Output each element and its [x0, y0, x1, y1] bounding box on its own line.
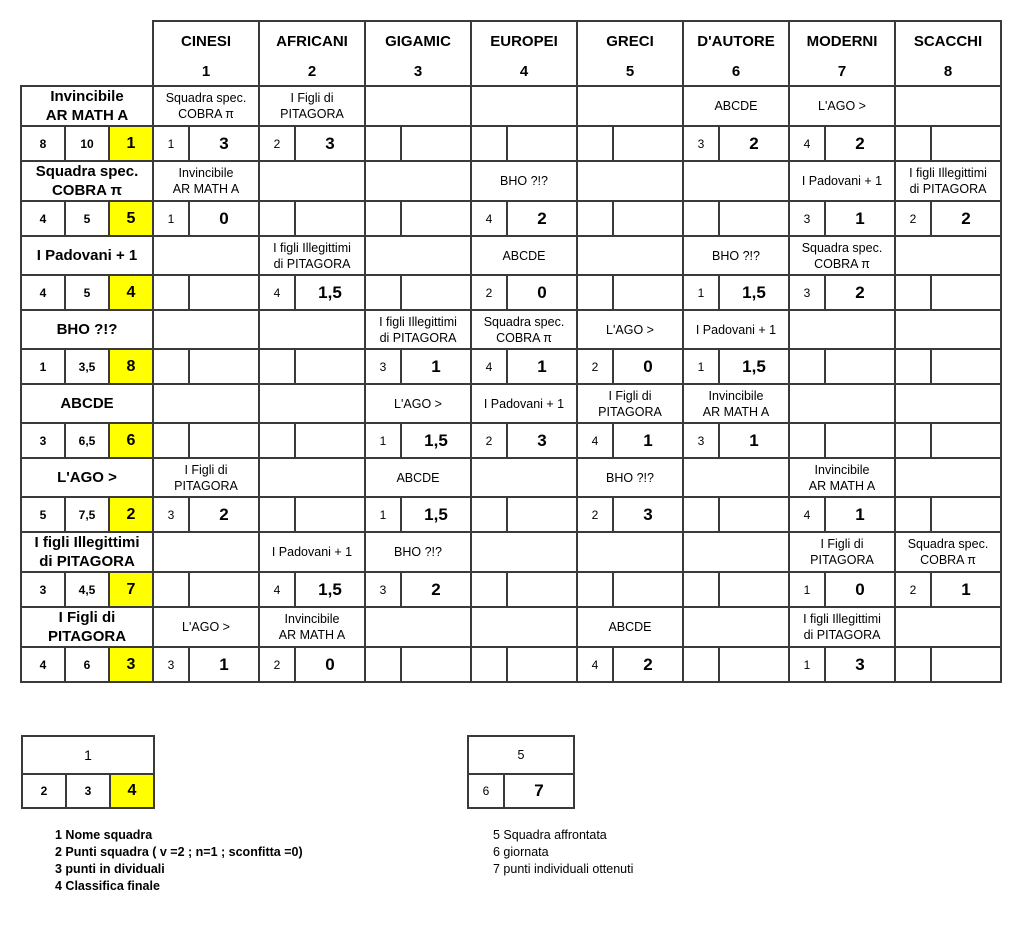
match-points-cell — [613, 126, 683, 161]
match-points-cell: 3 — [825, 647, 895, 682]
opponent-cell — [471, 86, 577, 126]
match-points-cell: 3 — [613, 497, 683, 532]
match-points-cell: 1 — [719, 423, 789, 458]
game-header — [471, 21, 577, 86]
opponent-cell — [365, 236, 471, 275]
individual-points: 5 — [65, 275, 109, 310]
match-points-cell: 3 — [189, 126, 259, 161]
final-rank: 7 — [109, 572, 153, 607]
round-cell: 2 — [259, 647, 295, 682]
match-points-cell — [507, 497, 577, 532]
match-points-cell — [189, 572, 259, 607]
match-points-cell: 1 — [507, 349, 577, 384]
match-points-cell — [507, 572, 577, 607]
match-points-cell: 3 — [507, 423, 577, 458]
opponent-cell: Squadra spec. COBRA π — [153, 86, 259, 126]
opponent-cell — [259, 458, 365, 497]
individual-points: 3,5 — [65, 349, 109, 384]
round-cell: 4 — [577, 423, 613, 458]
round-cell — [895, 647, 931, 682]
match-points-cell — [719, 201, 789, 236]
round-cell — [365, 275, 401, 310]
round-cell — [259, 497, 295, 532]
opponent-cell: BHO ?!? — [365, 532, 471, 572]
opponent-cell — [895, 236, 1001, 275]
opponent-cell: I Padovani + 1 — [789, 161, 895, 201]
game-number: 3 — [413, 62, 423, 80]
round-cell: 4 — [577, 647, 613, 682]
game-number: 5 — [625, 62, 635, 80]
game-name: D'AUTORE — [697, 33, 775, 51]
round-cell: 2 — [471, 275, 507, 310]
round-cell — [471, 647, 507, 682]
match-points-cell: 1,5 — [401, 423, 471, 458]
round-cell — [895, 349, 931, 384]
game-name: AFRICANI — [276, 33, 348, 51]
final-rank: 4 — [109, 275, 153, 310]
round-cell — [365, 647, 401, 682]
match-points-cell — [719, 647, 789, 682]
opponent-cell: Invincibile AR MATH A — [789, 458, 895, 497]
match-points-cell — [825, 423, 895, 458]
individual-points: 6,5 — [65, 423, 109, 458]
game-header — [365, 21, 471, 86]
legend-note: 6 giornata — [493, 845, 549, 859]
game-header — [683, 21, 789, 86]
match-points-cell — [401, 275, 471, 310]
opponent-cell: ABCDE — [683, 86, 789, 126]
opponent-cell — [577, 532, 683, 572]
team-points: 8 — [21, 126, 65, 161]
opponent-cell — [471, 458, 577, 497]
match-points-cell: 1,5 — [401, 497, 471, 532]
match-points-cell: 2 — [507, 201, 577, 236]
round-cell: 2 — [895, 572, 931, 607]
individual-points: 5 — [65, 201, 109, 236]
legend-team-points-cell: 2 — [22, 774, 66, 808]
game-header — [577, 21, 683, 86]
game-number: 1 — [201, 62, 211, 80]
game-number: 2 — [307, 62, 317, 80]
round-cell — [471, 572, 507, 607]
game-number: 6 — [731, 62, 741, 80]
game-number: 8 — [943, 62, 953, 80]
round-cell — [259, 423, 295, 458]
team-name: L'AGO > — [21, 458, 153, 497]
game-header — [895, 21, 1001, 86]
match-points-cell — [931, 126, 1001, 161]
opponent-cell — [895, 384, 1001, 423]
round-cell: 3 — [789, 201, 825, 236]
final-rank: 3 — [109, 647, 153, 682]
match-points-cell — [295, 423, 365, 458]
team-name: I Figli di PITAGORA — [21, 607, 153, 647]
legend-round-cell: 6 — [468, 774, 504, 808]
final-rank: 1 — [109, 126, 153, 161]
match-points-cell: 1 — [613, 423, 683, 458]
opponent-cell — [895, 310, 1001, 349]
round-cell: 2 — [577, 349, 613, 384]
opponent-cell: Squadra spec. COBRA π — [895, 532, 1001, 572]
match-points-cell: 2 — [931, 201, 1001, 236]
opponent-cell: BHO ?!? — [471, 161, 577, 201]
match-points-cell — [189, 349, 259, 384]
final-rank: 5 — [109, 201, 153, 236]
game-name: GRECI — [606, 33, 654, 51]
match-points-cell: 1 — [931, 572, 1001, 607]
opponent-cell — [471, 607, 577, 647]
opponent-cell: L'AGO > — [153, 607, 259, 647]
opponent-cell — [365, 86, 471, 126]
round-cell: 4 — [471, 349, 507, 384]
opponent-cell: L'AGO > — [577, 310, 683, 349]
opponent-cell: Squadra spec. COBRA π — [471, 310, 577, 349]
opponent-cell — [895, 607, 1001, 647]
opponent-cell: I Padovani + 1 — [259, 532, 365, 572]
match-points-cell: 2 — [825, 126, 895, 161]
round-cell — [577, 275, 613, 310]
match-points-cell: 2 — [189, 497, 259, 532]
header-corner — [21, 21, 153, 86]
opponent-cell — [259, 161, 365, 201]
round-cell — [683, 572, 719, 607]
round-cell: 4 — [259, 572, 295, 607]
round-cell — [153, 423, 189, 458]
match-points-cell: 0 — [825, 572, 895, 607]
opponent-cell: Invincibile AR MATH A — [683, 384, 789, 423]
round-cell: 1 — [683, 275, 719, 310]
opponent-cell — [577, 161, 683, 201]
round-cell: 1 — [153, 126, 189, 161]
match-points-cell: 1 — [825, 201, 895, 236]
round-cell: 1 — [365, 497, 401, 532]
opponent-cell: I Figli di PITAGORA — [577, 384, 683, 423]
match-points-cell — [613, 572, 683, 607]
final-rank: 8 — [109, 349, 153, 384]
legend-team-box — [21, 735, 155, 809]
match-points-cell — [189, 423, 259, 458]
game-number: 7 — [837, 62, 847, 80]
opponent-cell — [471, 532, 577, 572]
opponent-cell — [683, 532, 789, 572]
round-cell: 3 — [789, 275, 825, 310]
legend-notes-left — [55, 827, 303, 895]
round-cell — [683, 647, 719, 682]
opponent-cell: Invincibile AR MATH A — [259, 607, 365, 647]
match-points-cell — [295, 349, 365, 384]
opponent-cell — [789, 310, 895, 349]
final-rank: 2 — [109, 497, 153, 532]
round-cell — [153, 275, 189, 310]
tournament-grid — [20, 20, 1002, 683]
match-points-cell — [507, 126, 577, 161]
match-points-cell: 1 — [825, 497, 895, 532]
game-name: CINESI — [180, 33, 231, 51]
opponent-cell: I Figli di PITAGORA — [259, 86, 365, 126]
opponent-cell: I figli Illegittimi di PITAGORA — [365, 310, 471, 349]
round-cell — [789, 349, 825, 384]
team-points: 3 — [21, 423, 65, 458]
round-cell — [471, 126, 507, 161]
match-points-cell: 2 — [825, 275, 895, 310]
opponent-cell — [577, 236, 683, 275]
opponent-cell: ABCDE — [577, 607, 683, 647]
opponent-cell — [895, 458, 1001, 497]
team-points: 4 — [21, 201, 65, 236]
opponent-cell: ABCDE — [471, 236, 577, 275]
game-name: GIGAMIC — [385, 33, 451, 51]
legend-note: 4 Classifica finale — [55, 879, 160, 893]
game-header — [789, 21, 895, 86]
legend-indiv-points-cell: 3 — [66, 774, 110, 808]
opponent-cell: I Padovani + 1 — [471, 384, 577, 423]
round-cell — [365, 126, 401, 161]
match-points-cell: 1 — [401, 349, 471, 384]
round-cell: 3 — [153, 647, 189, 682]
match-points-cell: 3 — [295, 126, 365, 161]
round-cell — [577, 201, 613, 236]
match-points-cell — [401, 647, 471, 682]
game-name: EUROPEI — [490, 33, 558, 51]
team-name: Invincibile AR MATH A — [21, 86, 153, 126]
opponent-cell: BHO ?!? — [577, 458, 683, 497]
final-rank: 6 — [109, 423, 153, 458]
legend-note: 2 Punti squadra ( v =2 ; n=1 ; sconfitta =0) — [55, 845, 303, 859]
game-header — [259, 21, 365, 86]
match-points-cell — [931, 647, 1001, 682]
opponent-cell — [153, 310, 259, 349]
opponent-cell: I figli Illegittimi di PITAGORA — [259, 236, 365, 275]
round-cell — [895, 497, 931, 532]
opponent-cell — [365, 607, 471, 647]
opponent-cell: I figli Illegittimi di PITAGORA — [895, 161, 1001, 201]
match-points-cell: 0 — [507, 275, 577, 310]
match-points-cell — [189, 275, 259, 310]
round-cell — [365, 201, 401, 236]
match-points-cell — [825, 349, 895, 384]
legend-note: 3 punti in dividuali — [55, 862, 165, 876]
match-points-cell — [931, 423, 1001, 458]
round-cell — [577, 126, 613, 161]
opponent-cell — [153, 236, 259, 275]
opponent-cell — [365, 161, 471, 201]
match-points-cell — [931, 349, 1001, 384]
round-cell: 3 — [683, 126, 719, 161]
individual-points: 10 — [65, 126, 109, 161]
round-cell — [153, 349, 189, 384]
opponent-cell: L'AGO > — [365, 384, 471, 423]
game-header — [153, 21, 259, 86]
round-cell: 1 — [789, 572, 825, 607]
round-cell — [153, 572, 189, 607]
round-cell: 2 — [471, 423, 507, 458]
round-cell — [895, 275, 931, 310]
round-cell: 3 — [365, 349, 401, 384]
match-points-cell — [295, 201, 365, 236]
round-cell: 1 — [365, 423, 401, 458]
opponent-cell: BHO ?!? — [683, 236, 789, 275]
game-name: MODERNI — [806, 33, 878, 51]
legend-match-points-cell: 7 — [504, 774, 574, 808]
team-points: 1 — [21, 349, 65, 384]
opponent-cell — [577, 86, 683, 126]
match-points-cell: 1,5 — [295, 275, 365, 310]
opponent-cell: I Figli di PITAGORA — [789, 532, 895, 572]
match-points-cell: 2 — [719, 126, 789, 161]
opponent-cell: Invincibile AR MATH A — [153, 161, 259, 201]
opponent-cell — [259, 384, 365, 423]
team-name: I figli Illegittimi di PITAGORA — [21, 532, 153, 572]
match-points-cell: 2 — [613, 647, 683, 682]
round-cell — [259, 349, 295, 384]
round-cell — [259, 201, 295, 236]
team-name: I Padovani + 1 — [21, 236, 153, 275]
team-name: ABCDE — [21, 384, 153, 423]
legend-opponent-cell: 5 — [468, 736, 574, 774]
match-points-cell: 1 — [189, 647, 259, 682]
legend-match-box — [467, 735, 575, 809]
opponent-cell — [153, 532, 259, 572]
match-points-cell: 1,5 — [295, 572, 365, 607]
match-points-cell: 0 — [613, 349, 683, 384]
match-points-cell — [931, 497, 1001, 532]
team-name: BHO ?!? — [21, 310, 153, 349]
round-cell — [789, 423, 825, 458]
opponent-cell — [683, 458, 789, 497]
match-points-cell — [613, 275, 683, 310]
legend-team-name-cell: 1 — [22, 736, 154, 774]
match-points-cell — [719, 572, 789, 607]
match-points-cell — [401, 201, 471, 236]
game-number: 4 — [519, 62, 529, 80]
match-points-cell: 2 — [401, 572, 471, 607]
round-cell — [577, 572, 613, 607]
match-points-cell: 0 — [295, 647, 365, 682]
match-points-cell — [931, 275, 1001, 310]
opponent-cell: I figli Illegittimi di PITAGORA — [789, 607, 895, 647]
game-name: SCACCHI — [913, 33, 983, 51]
round-cell: 1 — [153, 201, 189, 236]
round-cell: 1 — [683, 349, 719, 384]
match-points-cell — [401, 126, 471, 161]
round-cell: 2 — [895, 201, 931, 236]
individual-points: 7,5 — [65, 497, 109, 532]
legend-note: 5 Squadra affrontata — [493, 828, 607, 842]
team-points: 4 — [21, 275, 65, 310]
opponent-cell: I Figli di PITAGORA — [153, 458, 259, 497]
match-points-cell: 1,5 — [719, 275, 789, 310]
match-points-cell: 1,5 — [719, 349, 789, 384]
opponent-cell — [683, 607, 789, 647]
match-points-cell — [295, 497, 365, 532]
match-points-cell: 0 — [189, 201, 259, 236]
team-points: 3 — [21, 572, 65, 607]
opponent-cell — [153, 384, 259, 423]
team-points: 4 — [21, 647, 65, 682]
round-cell: 2 — [259, 126, 295, 161]
round-cell — [683, 497, 719, 532]
opponent-cell: I Padovani + 1 — [683, 310, 789, 349]
legend-note: 7 punti individuali ottenuti — [493, 862, 634, 876]
round-cell: 4 — [259, 275, 295, 310]
opponent-cell: Squadra spec. COBRA π — [789, 236, 895, 275]
round-cell — [895, 423, 931, 458]
team-name: Squadra spec. COBRA π — [21, 161, 153, 201]
team-points: 5 — [21, 497, 65, 532]
round-cell — [895, 126, 931, 161]
round-cell: 1 — [789, 647, 825, 682]
opponent-cell: ABCDE — [365, 458, 471, 497]
individual-points: 4,5 — [65, 572, 109, 607]
legend-notes-right — [493, 827, 633, 878]
opponent-cell — [259, 310, 365, 349]
legend-note: 1 Nome squadra — [55, 828, 153, 842]
round-cell — [471, 497, 507, 532]
round-cell: 3 — [365, 572, 401, 607]
opponent-cell — [683, 161, 789, 201]
match-points-cell — [507, 647, 577, 682]
round-cell — [683, 201, 719, 236]
opponent-cell — [789, 384, 895, 423]
round-cell: 4 — [471, 201, 507, 236]
match-points-cell — [613, 201, 683, 236]
round-cell: 3 — [153, 497, 189, 532]
opponent-cell — [895, 86, 1001, 126]
round-cell: 4 — [789, 497, 825, 532]
round-cell: 2 — [577, 497, 613, 532]
match-points-cell — [719, 497, 789, 532]
opponent-cell: L'AGO > — [789, 86, 895, 126]
legend-rank-cell: 4 — [110, 774, 154, 808]
round-cell: 4 — [789, 126, 825, 161]
round-cell: 3 — [683, 423, 719, 458]
individual-points: 6 — [65, 647, 109, 682]
